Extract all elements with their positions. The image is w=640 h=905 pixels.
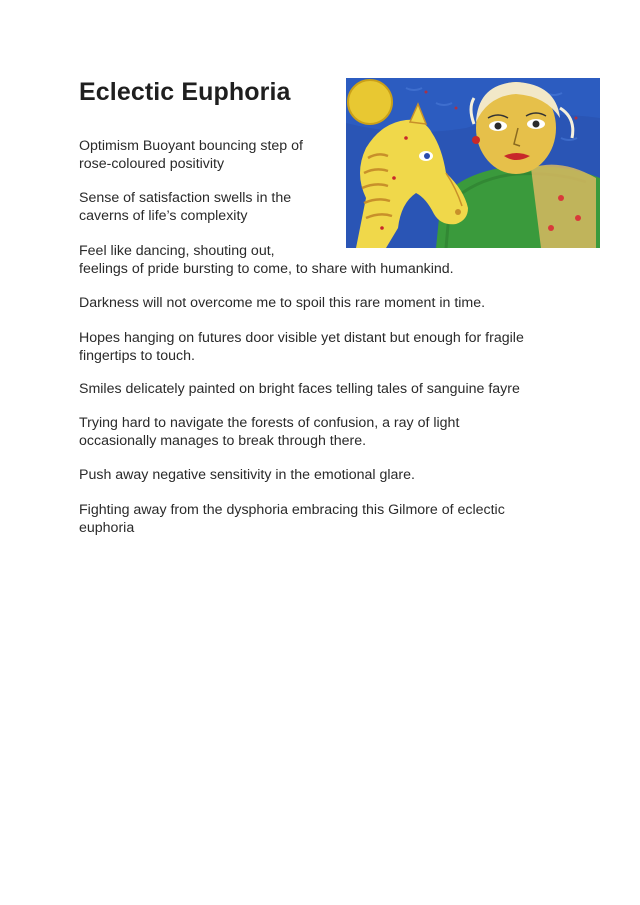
poem-paragraph	[79, 295, 485, 313]
poem-line: Push away negative sensitivity in the emotional glare.	[79, 467, 415, 483]
poem-paragraph	[79, 467, 415, 485]
poem-line: Optimism Buoyant bouncing step of	[79, 138, 303, 154]
poem-paragraph	[79, 502, 505, 537]
poem-line: occasionally manages to break through there.	[79, 432, 367, 449]
poem-line: Fighting away from the dysphoria embracing this Gilmore of eclectic	[79, 502, 505, 518]
poem-line: Hopes hanging on futures door visible yet distant but enough for fragile	[79, 330, 524, 346]
painting-image	[346, 78, 600, 248]
poem-title: Eclectic Euphoria	[79, 78, 291, 106]
poem-line: feelings of pride bursting to come, to share with humankind.	[79, 260, 454, 277]
poem-line: Feel like dancing, shouting out,	[79, 243, 275, 259]
poem-line: Smiles delicately painted on bright faces telling tales of sanguine fayre	[79, 381, 520, 397]
poem-paragraph	[79, 190, 291, 225]
poem-paragraph	[79, 138, 303, 173]
poem-paragraph	[79, 415, 459, 450]
poem-line: fingertips to touch.	[79, 347, 195, 364]
poem-line: Trying hard to navigate the forests of confusion, a ray of light	[79, 415, 460, 431]
poem-line: caverns of life’s complexity	[79, 207, 248, 224]
poem-line: rose-coloured positivity	[79, 155, 225, 172]
poem-paragraph	[79, 381, 520, 399]
poem-paragraph	[79, 330, 524, 365]
poem-line: Sense of satisfaction swells in the	[79, 190, 292, 206]
poem-line: euphoria	[79, 519, 135, 536]
poem-paragraph	[79, 243, 454, 278]
poem-line: Darkness will not overcome me to spoil this rare moment in time.	[79, 295, 486, 311]
